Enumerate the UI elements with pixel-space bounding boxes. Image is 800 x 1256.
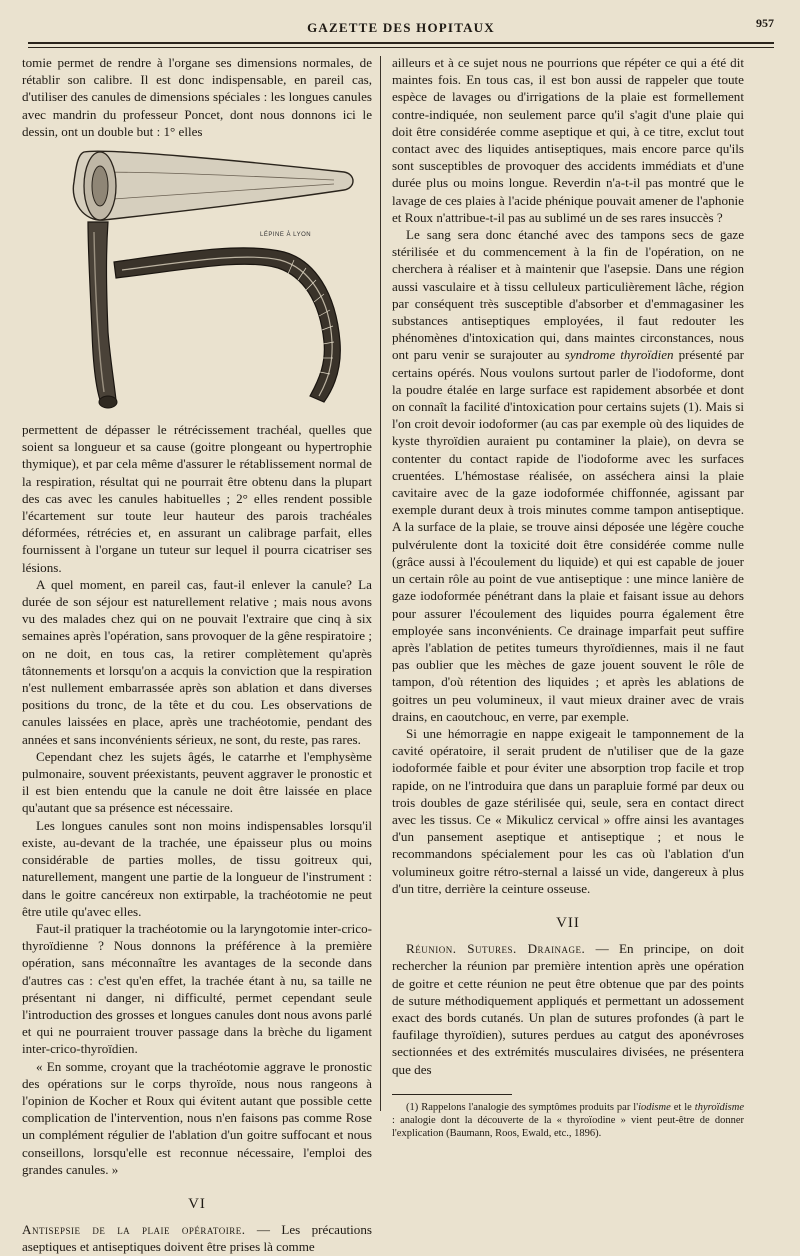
cannula-figure <box>22 142 372 417</box>
footnote-text: et le <box>670 1101 695 1113</box>
paragraph-text: — Les précautions aseptiques et antiseptiques doivent être prises là comme <box>22 1222 372 1255</box>
section-heading: Antisepsie de la plaie opératoire. <box>22 1222 246 1238</box>
footnote-rule <box>392 1094 512 1095</box>
section-number-vii: VII <box>556 914 580 931</box>
right-column <box>392 54 744 1140</box>
page-number: 957 <box>756 16 774 30</box>
paragraph: Cependant chez les sujets âgés, le catarrhe et l'emphysème pulmonaire, souvent préexistants, peuvent aggraver le pronostic et il est bien entendu que la canule ne doit être laissée en place qu'autant que sa présence est nécessaire. <box>22 748 372 816</box>
paragraph: A quel moment, en pareil cas, faut-il enlever la canule? La durée de son séjour est naturellement relative ; mais nous avons vu des malades chez qui on ne pouvait l'extraire que cinq à six semaines après l'opération, sans provoquer de la gêne respiratoire ; on ne doit, en tous cas, la retirer complètement qu'après tâtonnements et lorsqu'on a acquis la conviction que la respiration n'est nullement embarrassée après son ablation et dans diverses positions du tronc, de la tête et du cou. Les observations de canules laissées en place, après une trachéotomie, pendant des années et sans inconvénients sérieux, ne sont, du reste, pas rares. <box>22 576 372 747</box>
page-header <box>28 10 774 40</box>
footnote-text: (1) Rappelons l'analogie des symptômes produits par l' <box>406 1101 639 1113</box>
paragraph-text: présenté par certains opérés. Nous voulons surtout parler de l'iodoforme, dont la poudre étalée en large surface est rapidement absorbée et dont on connaît la facilité d'intoxication pour certains sujets (1). Mais si l'on croit devoir iodoformer (au cas par exemple où des liquides de kyste thyroïdien auraient pu contaminer la plaie), on devra se contenter du contact rapide de l'iodoforme avec les surfaces cruentées. L'hémostase réalisée, on asséchera ainsi la plaie cavitaire avec de la gaze iodoformée chiffonnée, agissant par exemple durant deux à trois minutes comme tampon antiseptique. A la surface de la plaie, se trouve ainsi déposée une légère couche pulvérulente dont la toxicité doit être considérée comme nulle (grâce aussi à l'écoulement du liquide) et qui est capable de jouer un certain rôle au point de vue antiseptique : une mince lanière de gaze iodoformée pénétrant dans la plaie et faisant issue au dehors pour assurer l'écoulement des liquides pourra également être employée sans inconvénients. Ce drainage imparfait peut suffire après l'ablation de petites tumeurs thyroïdiennes, mais il ne faut pas oublier que les mèches de gaze jouent souvent le rôle de tampon, d'où rétention des liquides ; et après les ablations de goitres un peu volumineux, il vaut mieux drainer avec de vrais drains, en caoutchouc, en verre, par exemple. <box>392 347 744 724</box>
paragraph: tomie permet de rendre à l'organe ses dimensions normales, de rétablir son calibre. Il est donc indispensable, en pareil cas, d'utiliser des canules de dimensions spéciales : les longues canules avec mandrin du professeur Poncet, dont nous donnons ici le dessin, ont un double but : 1° elles <box>22 55 372 139</box>
paragraph-text: Le sang sera donc étanché avec des tampons secs de gaze stérilisée et du commencement à la fin de l'opération, on ne cherchera à réaliser et à maintenir que l'asepsie. Dans une région aussi vasculaire et à tissu celluleux particulièrement lâche, région par conséquent très susceptible d'absorber et d'emmagasiner les substances antiseptiques employées, il faut redouter les phénomènes d'intoxication qui, dans maintes circonstances, nous ont paru venir se surajouter au <box>392 227 744 363</box>
left-column <box>22 54 372 1256</box>
figure-caption-maker: LÉPINE À LYON <box>260 232 312 239</box>
footnote-italic: iodisme <box>638 1101 671 1113</box>
paragraph: Si une hémorragie en nappe exigeait le tamponnement de la cavité opératoire, il serait prudent de n'utiliser que de la gaze iodoformée faible et pour éviter une absorption trop facile et trop rapide, on ne l'introduira que dans un parapluie formé par deux ou trois doubles de gaze stérilisée qui, seule, sera en contact direct avec les tissus. Ce « Mikulicz cervical » offre ainsi les avantages d'un pansement aseptique et antiseptique ; et nous le recommandons spécialement pour les cas où l'ablation d'un volumineux goitre rétro-sternal a laissé un vide, dangereux à plus d'un titre, derrière la ceinture osseuse. <box>392 725 744 896</box>
footnote-italic: thyroïdisme <box>694 1101 744 1113</box>
section-number-vi: VI <box>188 1195 206 1212</box>
paragraph: « En somme, croyant que la trachéotomie aggrave le pronostic des opérations sur le corps thyroïde, nous nous rangeons à l'opinion de Kocher et Roux qui évitent autant que possible cette complication de l'intervention, nous n'en faisons pas comme Rose un complément régulier de l'ablation d'un goitre suffocant et nous conseillons, lorsqu'elle est reconnue nécessaire, l'emploi des grandes canules. » <box>22 1058 372 1177</box>
italic-term: syndrome thyroïdien <box>564 347 674 363</box>
paragraph: permettent de dépasser le rétrécissement trachéal, quelles que soient sa longueur et sa cause (goitre plongeant ou hypertrophie thymique), et par cela même d'assurer le rétablissement normal de la respiration, résultat qui ne pourrait être obtenu dans la plupart des cas avec les canules habituelles ; 2° elles rendent possible l'écartement sur toute leur hauteur des parois trachéales déformées, rétrécies et, en assurant un calibrage parfait, elles fournissent à l'organe un tuteur sur lequel il pourra cicatriser ses lésions. <box>22 422 372 575</box>
section-paragraph <box>22 1221 372 1255</box>
tracheal-cannula-drawing <box>44 142 364 417</box>
column-divider <box>380 56 381 1111</box>
section-heading: Réunion. Sutures. Drainage. <box>406 941 586 957</box>
header-rule <box>28 42 774 44</box>
header-rule-thin <box>28 47 774 48</box>
paragraph: ailleurs et à ce sujet nous ne pourrions que répéter ce qui a été dit maintes fois. En tous cas, il est bon aussi de rappeler que toute espèce de lavages ou d'irrigations de la plaie est formellement contre-indiquée, non seulement parce qu'il s'agit d'une plaie qui doit être considérée comme aseptique et qui, à ce titre, exclut tout contact avec des liquides antiseptiques, mais encore parce qu'ils sont susceptibles de provoquer des accidents immédiats et d'une durée plus ou moins longue. Reverdin n'a-t-il pas montré que le lavage de ces plaies à l'acide phénique pouvait amener de l'aphonie et Roux n'attribue-t-il pas au sublimé un de ses rares insuccès ? <box>392 55 744 225</box>
footnote-text: : analogie dont la découverte de la « thyroïodine » vient peut-être de donner l'explication (Baumann, Roos, Ewald, etc., 1896). <box>392 1114 744 1139</box>
footnote <box>392 1101 744 1140</box>
journal-title: GAZETTE DES HOPITAUX <box>307 20 495 35</box>
paragraph: Les longues canules sont non moins indispensables lorsqu'il existe, au-devant de la trachée, une épaisseur plus ou moins considérable de parties molles, de tissu goitreux qui, naturellement, mangent une partie de la longueur de l'instrument : dans le goitre cancéreux non extirpable, la trachéotomie ne peut être utile qu'avec elles. <box>22 817 372 919</box>
section-paragraph <box>392 940 744 1078</box>
paragraph-text: — En principe, on doit rechercher la réunion par première intention après une opération de goitre et cette réunion ne peut être obtenue que par des points de suture méthodiquement appliqués et permettant un adossement exact des bords cutanés. Un plan de sutures profondes (à part le faufilage thyroïdien), sutures perdues au catgut des aponévroses sectionnées et des extrémités musculaires divisées, ne présentera que des <box>392 941 744 1077</box>
paragraph <box>392 226 744 725</box>
paragraph: Faut-il pratiquer la trachéotomie ou la laryngotomie inter-crico-thyroïdienne ? Nous donnons la préférence à la première opération, sans méconnaître les avantages de la seconde dans d'autres cas : c'est qu'en effet, la trachée étant à nu, sa taille ne présentant ni danger, ni difficulté, permet cependant seule l'introduction des grosses et longues canules dont nous avons parlé et qui ne pourraient trouver passage dans la brèche du ligament inter-crico-thyroïdien. <box>22 920 372 1057</box>
